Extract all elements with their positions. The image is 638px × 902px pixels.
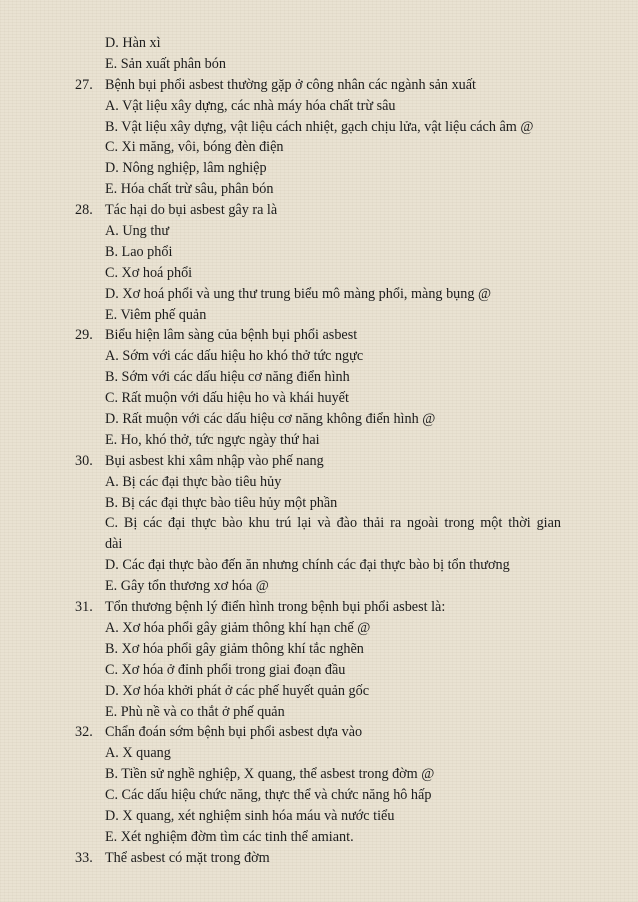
answer-line (0, 158, 638, 179)
answer-line (0, 513, 638, 534)
answer-text: B. Tiền sử nghề nghiệp, X quang, thể asbest trong đờm @ (105, 766, 435, 783)
question-text: Biểu hiện lâm sàng của bệnh bụi phổi asbest (105, 327, 358, 344)
question-number: 27. (75, 76, 93, 93)
answer-line (0, 555, 638, 576)
answer-text: D. Xơ hoá phổi và ung thư trung biểu mô màng phổi, màng bụng @ (105, 285, 492, 302)
answer-line (0, 639, 638, 660)
answer-line (0, 660, 638, 681)
answer-text: B. Xơ hóa phổi gây giảm thông khí tắc nghẽn (105, 640, 364, 657)
answer-line (0, 576, 638, 597)
answer-line (0, 702, 638, 723)
answer-line (0, 743, 638, 764)
answer-line (0, 764, 638, 785)
answer-text: D. Nông nghiệp, lâm nghiệp (105, 160, 267, 177)
question-text: Chẩn đoán sớm bệnh bụi phổi asbest dựa vào (105, 724, 363, 741)
answer-line (0, 472, 638, 493)
answer-text: C. Rất muộn với dấu hiệu ho và khái huyết (105, 390, 349, 407)
answer-line (0, 96, 638, 117)
question-text: Bụi asbest khi xâm nhập vào phế nang (105, 452, 324, 469)
answer-line (0, 409, 638, 430)
answer-text: E. Ho, khó thở, tức ngực ngày thứ hai (105, 431, 320, 448)
question-number: 32. (75, 724, 93, 741)
answer-text: C. Các dấu hiệu chức năng, thực thể và chức năng hô hấp (105, 787, 432, 804)
question-number: 33. (75, 849, 93, 866)
answer-line (0, 618, 638, 639)
answer-text: B. Lao phổi (105, 243, 173, 260)
question-number: 28. (75, 202, 93, 219)
question-line (0, 200, 638, 221)
answer-line (0, 221, 638, 242)
answer-text: D. X quang, xét nghiệm sinh hóa máu và nước tiểu (105, 807, 395, 824)
answer-text: D. Các đại thực bào đến ăn nhưng chính các đại thực bào bị tổn thương (105, 557, 510, 574)
answer-line (0, 284, 638, 305)
answer-text: dài (105, 536, 123, 553)
question-number: 31. (75, 599, 93, 616)
question-line (0, 451, 638, 472)
answer-line (0, 493, 638, 514)
answer-line (0, 681, 638, 702)
answer-line (0, 430, 638, 451)
answer-text: D. Rất muộn với các dấu hiệu cơ năng không điển hình @ (105, 411, 436, 428)
answer-text: E. Phù nề và co thắt ở phế quản (105, 703, 285, 720)
answer-line (0, 388, 638, 409)
answer-text: A. Bị các đại thực bào tiêu hủy (105, 473, 282, 490)
answer-text: D. Hàn xì (105, 35, 161, 51)
question-text: Tác hại do bụi asbest gây ra là (105, 202, 278, 219)
question-text: Tổn thương bệnh lý điển hình trong bệnh bụi phổi asbest là: (105, 599, 446, 616)
question-line (0, 722, 638, 743)
answer-text: A. Vật liệu xây dựng, các nhà máy hóa chất trừ sâu (105, 97, 396, 114)
answer-text: E. Xét nghiệm đờm tìm các tinh thể amiant. (105, 828, 354, 845)
answer-text: B. Bị các đại thực bào tiêu hủy một phần (105, 494, 338, 511)
answer-line (0, 367, 638, 388)
answer-line (0, 179, 638, 200)
document-page (0, 33, 638, 869)
answer-line (0, 827, 638, 848)
answer-line (0, 346, 638, 367)
answer-text: E. Gây tổn thương xơ hóa @ (105, 578, 269, 595)
question-line (0, 848, 638, 869)
question-line (0, 597, 638, 618)
answer-text: C. Xi măng, vôi, bóng đèn điện (105, 139, 284, 156)
question-number: 30. (75, 452, 93, 469)
answer-text: E. Hóa chất trừ sâu, phân bón (105, 181, 274, 198)
answer-text: A. Sớm với các dấu hiệu ho khó thở tức ngực (105, 348, 364, 365)
answer-line (0, 33, 638, 54)
question-text: Bệnh bụi phổi asbest thường gặp ở công nhân các ngành sản xuất (105, 76, 476, 93)
answer-line (0, 534, 638, 555)
answer-text: C. Bị các đại thực bào khu trú lại và đào thải ra ngoài trong một thời gian (105, 515, 561, 532)
answer-line (0, 806, 638, 827)
answer-text: A. X quang (105, 745, 171, 762)
answer-line (0, 54, 638, 75)
answer-line (0, 263, 638, 284)
answer-text: B. Sớm với các dấu hiệu cơ năng điển hình (105, 369, 350, 386)
question-number: 29. (75, 327, 93, 344)
answer-text: E. Sản xuất phân bón (105, 55, 226, 72)
question-text: Thể asbest có mặt trong đờm (105, 849, 270, 866)
answer-text: C. Xơ hóa ở đỉnh phổi trong giai đoạn đầu (105, 661, 346, 678)
answer-line (0, 242, 638, 263)
question-line (0, 75, 638, 96)
answer-text: E. Viêm phế quản (105, 306, 207, 323)
answer-line (0, 117, 638, 138)
answer-text: C. Xơ hoá phổi (105, 264, 193, 281)
answer-line (0, 137, 638, 158)
answer-line (0, 305, 638, 326)
answer-text: A. Xơ hóa phổi gây giảm thông khí hạn chế @ (105, 619, 371, 636)
answer-text: D. Xơ hóa khởi phát ở các phế huyết quản gốc (105, 682, 370, 699)
answer-text: A. Ung thư (105, 223, 170, 240)
question-line (0, 325, 638, 346)
answer-line (0, 785, 638, 806)
answer-text: B. Vật liệu xây dựng, vật liệu cách nhiệt, gạch chịu lửa, vật liệu cách âm @ (105, 118, 534, 135)
